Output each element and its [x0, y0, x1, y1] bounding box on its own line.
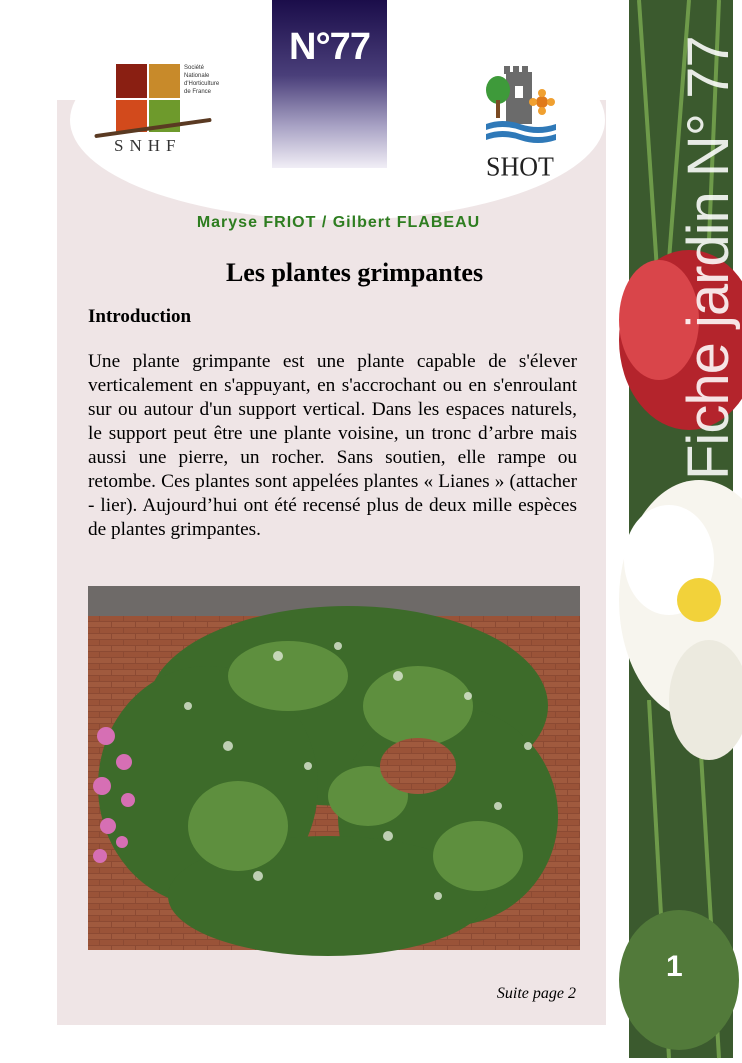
climbing-plants-photo — [88, 586, 580, 950]
snhf-name-line: Société — [184, 65, 205, 71]
snhf-full-name — [184, 64, 254, 96]
logo-square-red — [116, 64, 147, 98]
snhf-logo — [92, 60, 242, 160]
snhf-name-line: Nationale — [184, 73, 210, 79]
snhf-name-line: de France — [184, 89, 212, 95]
continuation-note: Suite page 2 — [496, 985, 576, 1002]
decorative-flower-strip — [629, 0, 741, 1058]
shot-logo — [482, 64, 562, 184]
issue-badge — [272, 0, 387, 168]
tower-tree-icon — [482, 64, 562, 154]
snhf-name-line: d'Horticulture — [184, 81, 220, 87]
authors: Maryse FRIOT / Gilbert FLABEAU — [196, 214, 481, 231]
issue-number: N°77 — [289, 26, 370, 68]
side-title: Fiche jardin N° 77 — [676, 36, 741, 480]
section-heading: Introduction — [88, 306, 192, 327]
shot-acronym: SHOT — [486, 151, 554, 182]
page-number: 1 — [666, 950, 683, 983]
page-title: Les plantes grimpantes — [225, 258, 484, 287]
snhf-acronym: SNHF — [114, 136, 182, 155]
intro-paragraph: Une plante grimpante est une plante capable de s'élever verticalement en s'appuyant, en s'accrochant ou en s'enroulant sur ou autour d'un support vertical. Dans les espaces naturels, le support peut être une plante voisine, un tronc d’arbre mais aussi une pierre, un rocher. Sans soutien, elle rampe ou retombe. Ces plantes sont appelées plantes « Lianes » (attacher - lier). Aujourd’hui ont été recensé plus de deux mille espèces de plantes grimpantes. — [88, 351, 577, 540]
logo-square-ochre — [149, 64, 180, 98]
wall-plant-image — [88, 586, 580, 950]
